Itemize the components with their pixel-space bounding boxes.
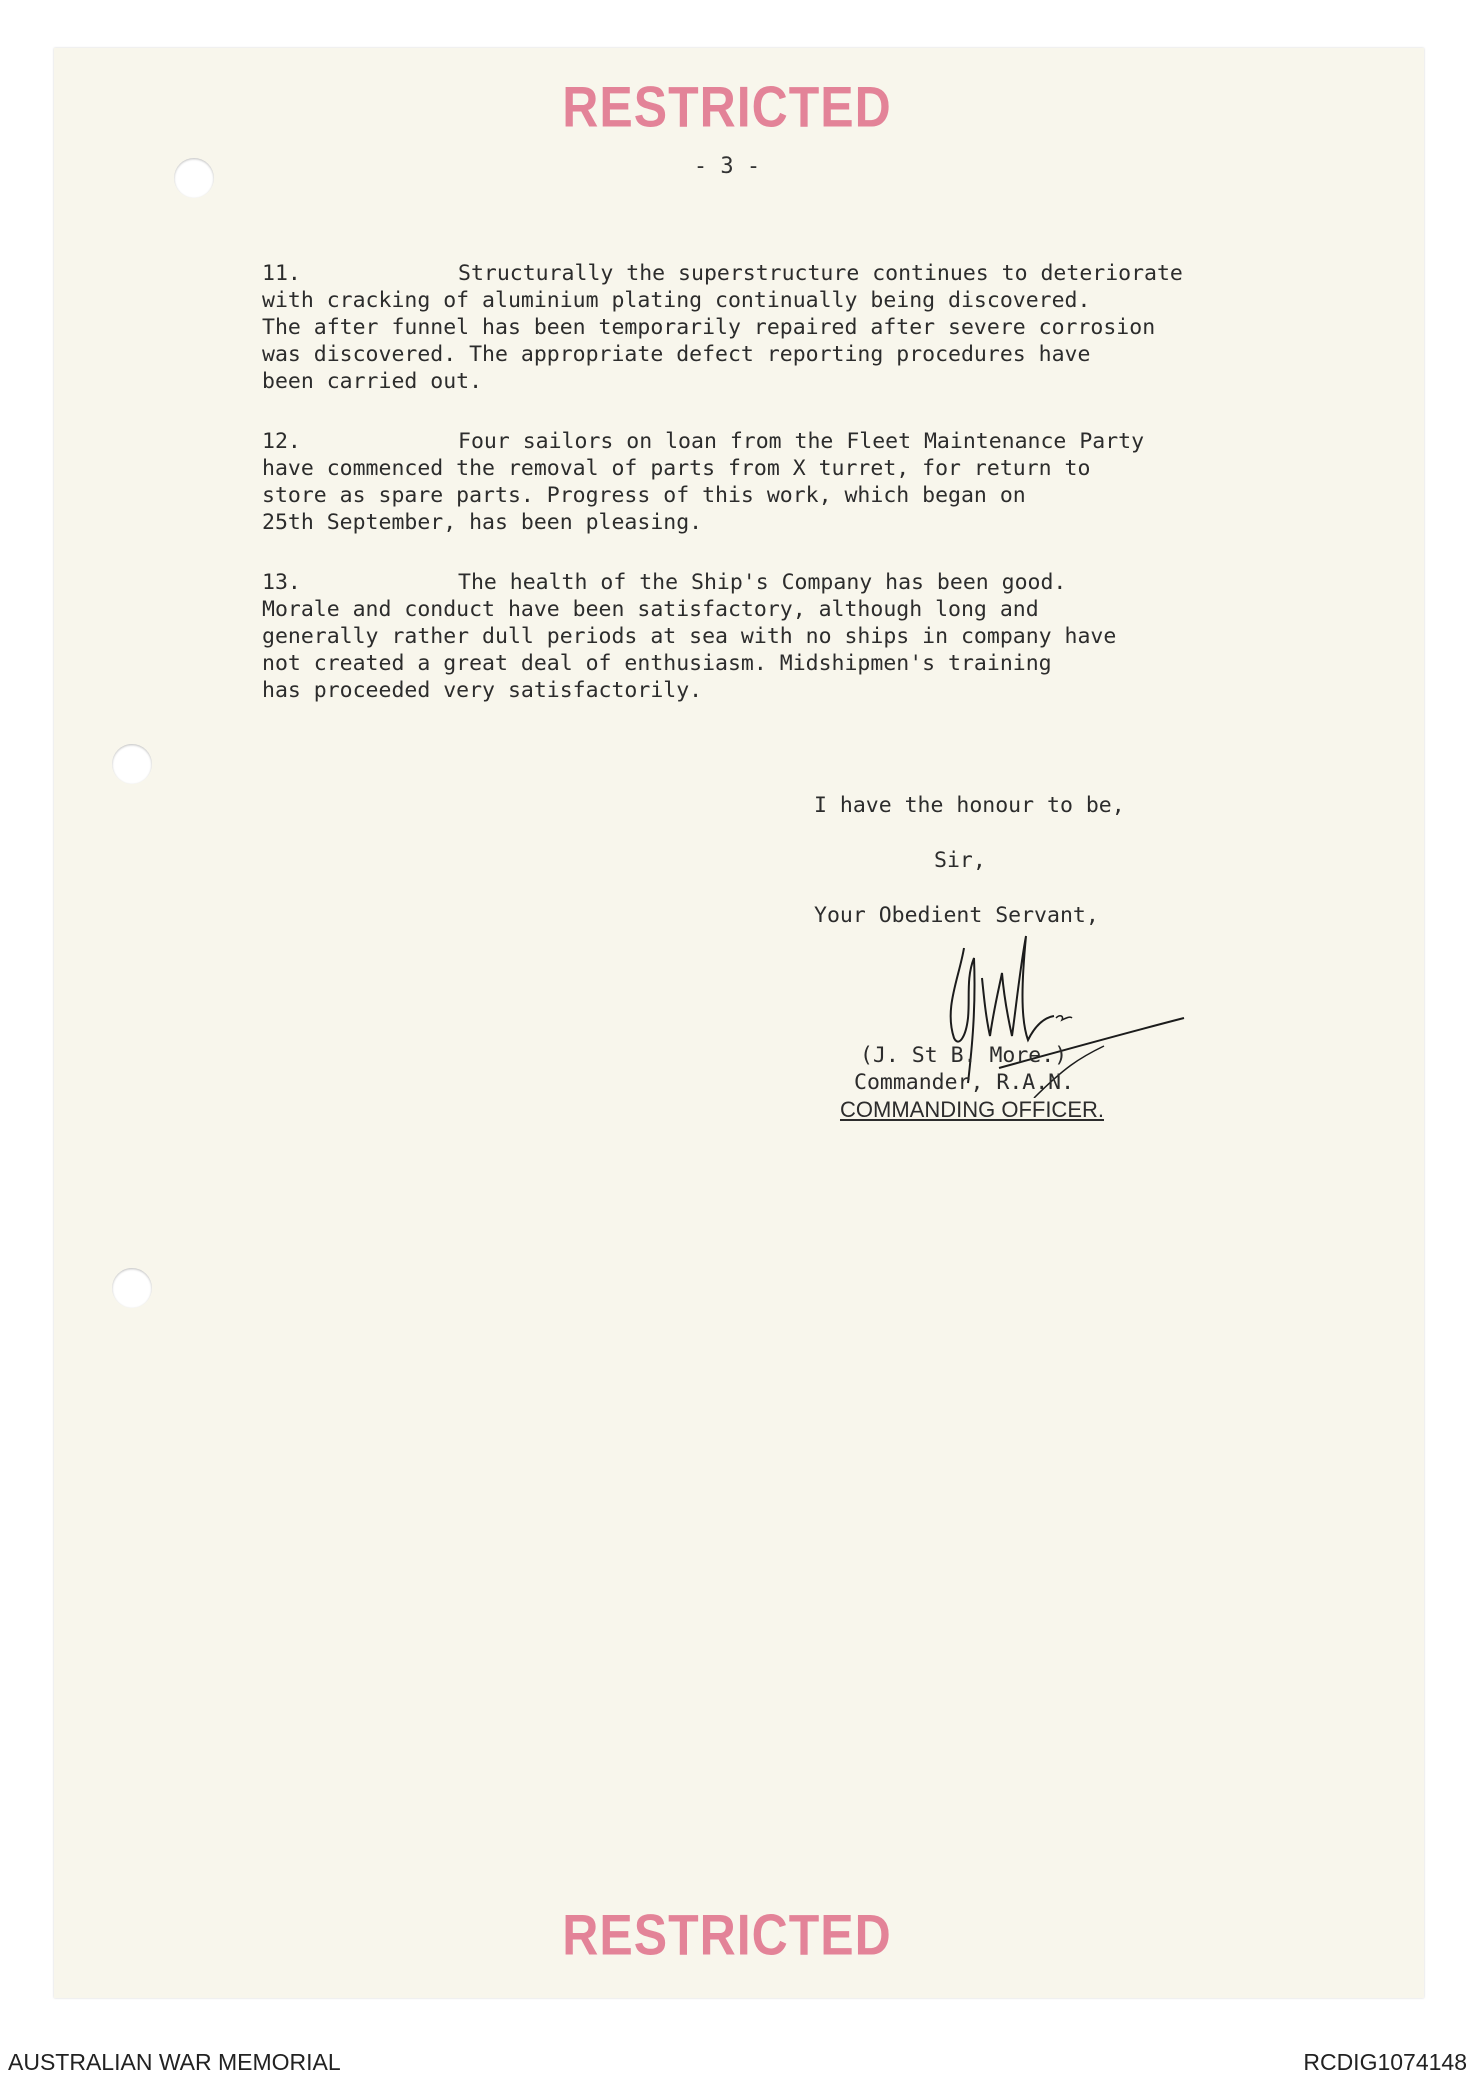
paragraph-number: 11. xyxy=(262,261,301,286)
punch-hole-bottom xyxy=(112,1268,152,1308)
footer-source: AUSTRALIAN WAR MEMORIAL xyxy=(8,2049,341,2075)
document-page xyxy=(54,48,1424,1998)
restricted-stamp-top: RESTRICTED xyxy=(562,74,892,140)
closing-line-1: I have the honour to be, xyxy=(814,793,1125,818)
punch-hole-middle xyxy=(112,744,152,784)
signatory-role: COMMANDING OFFICER. xyxy=(840,1097,1104,1122)
paragraph-number: 12. xyxy=(262,429,301,454)
page-number: - 3 - xyxy=(693,154,761,179)
closing-line-3: Your Obedient Servant, xyxy=(814,903,1099,928)
restricted-stamp-bottom: RESTRICTED xyxy=(562,1902,892,1968)
signatory-rank: Commander, R.A.N. xyxy=(854,1070,1075,1095)
paragraph-text: Four sailors on loan from the Fleet Maintenance Party have commenced the removal of parts from X turret, for return to store as spare parts. Progress of this work, which began on 25th September, has been pleasing. xyxy=(262,429,1145,535)
paragraph-text: Structurally the superstructure continues to deteriorate with cracking of aluminium plating continually being discovered. The after funnel has been temporarily repaired after severe corrosion was discovered. The appropriate defect reporting procedures have been carried out. xyxy=(262,261,1183,394)
closing-line-2: Sir, xyxy=(934,848,986,873)
signatory-name: (J. St B. More.) xyxy=(860,1043,1068,1068)
paragraph-number: 13. xyxy=(262,570,301,595)
footer-reference: RCDIG1074148 xyxy=(1303,2049,1467,2075)
paragraph-text: The health of the Ship's Company has been good. Morale and conduct have been satisfactory, although long and generally rather dull periods at sea with no ships in company have not created a great deal of enthusiasm. Midshipmen's training has proceeded very satisfactorily. xyxy=(262,570,1117,703)
